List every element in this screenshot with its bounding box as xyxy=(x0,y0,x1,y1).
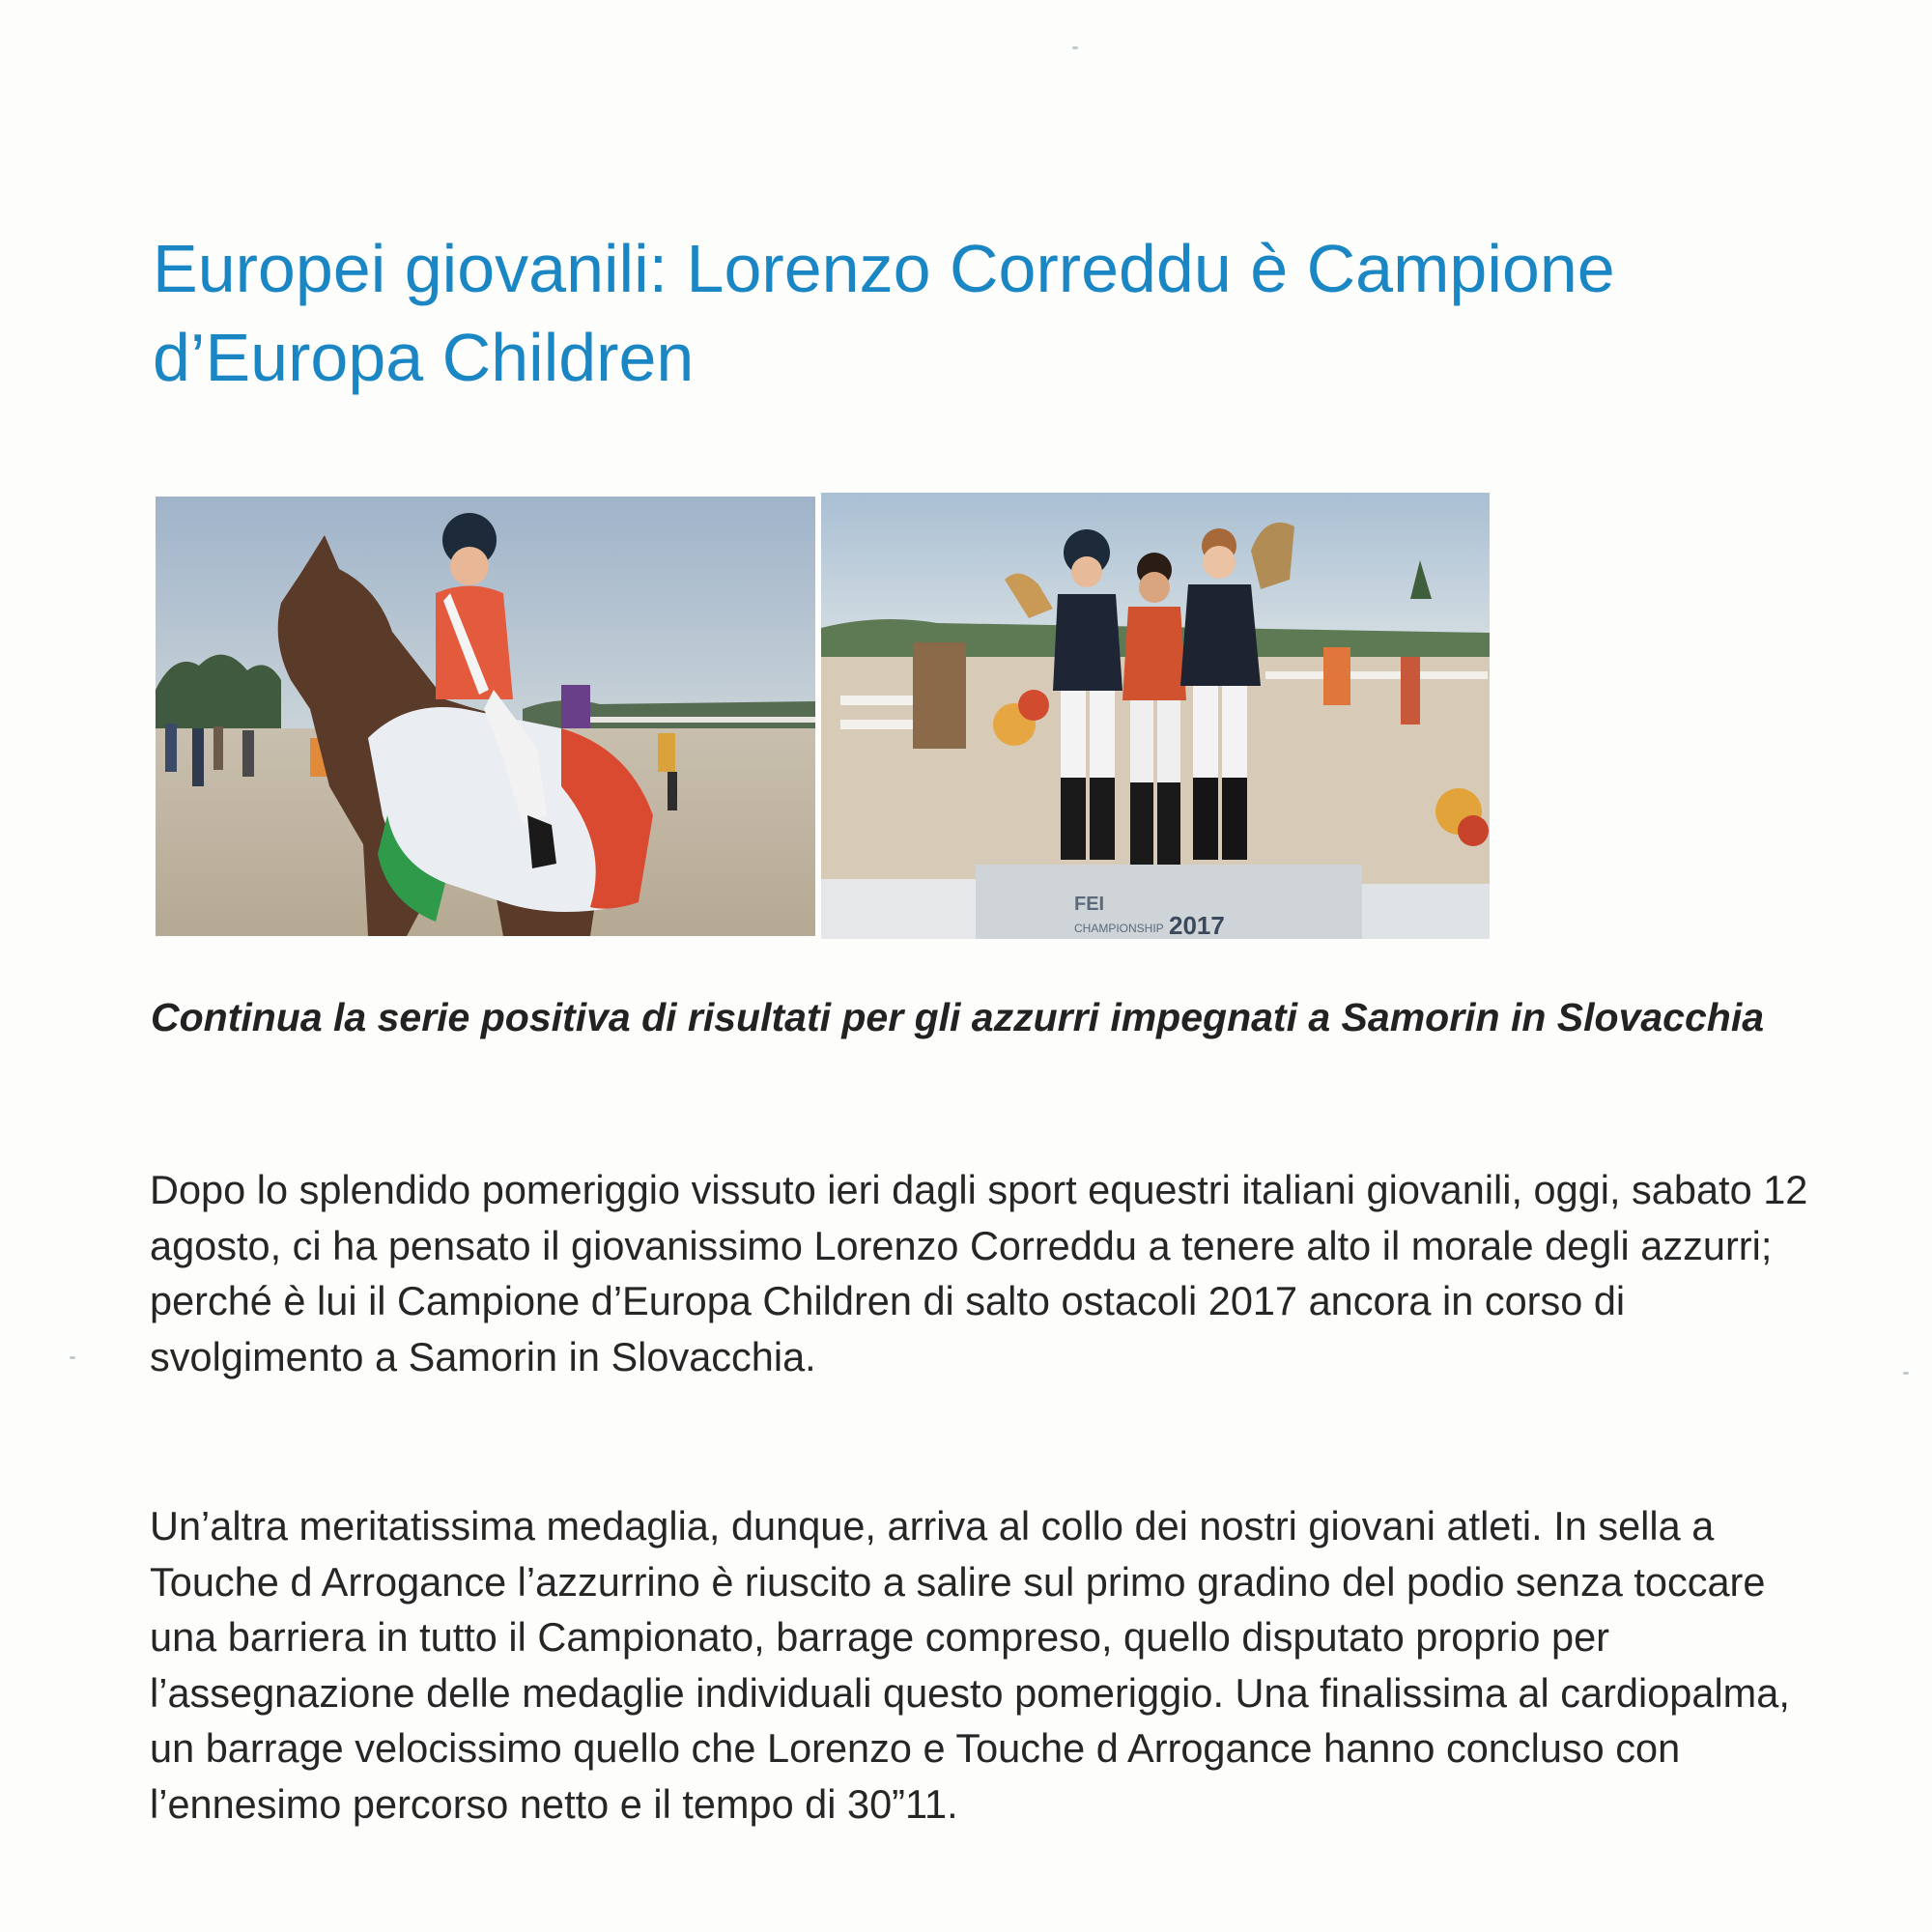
podium-banner-logo: FEI xyxy=(1074,894,1105,915)
photo-rider-on-horse xyxy=(156,497,815,936)
scan-speck xyxy=(1903,1372,1909,1375)
article-title: Europei giovanili: Lorenzo Correddu è Campione d’Europa Children xyxy=(153,231,1615,395)
article-paragraph: Dopo lo splendido pomeriggio vissuto ieri dagli sport equestri italiani giovanili, oggi, sabato 12 agosto, ci ha pensato il giovanissimo Lorenzo Correddu a tenere alto il morale degli azzurri; perché è lui il Campione d’Europa Children di salto ostacoli 2017 ancora in corso di svolgimento a Samorin in Slovacchia. xyxy=(150,1167,1808,1379)
article-subtitle: Continua la serie positiva di risultati per gli azzurri impegnati a Samorin in Slovacchia xyxy=(151,995,1765,1039)
podium-banner-word: CHAMPIONSHIP xyxy=(1074,922,1164,935)
article-paragraph: Un’altra meritatissima medaglia, dunque, arriva al collo dei nostri giovani atleti. In sella a Touche d Arrogance l’azzurrino è riuscito a salire sul primo gradino del podio senza toccare una barriera in tutto il Campionato, barrage compreso, quello disputato proprio per l’assegnazione delle medaglie individuali questo pomeriggio. Una finalissima al cardiopalma, un barrage velocissimo quello che Lorenzo e Touche d Arrogance hanno concluso con l’ennesimo percorso netto e il tempo di 30”11. xyxy=(150,1503,1790,1827)
scan-speck xyxy=(1072,46,1078,49)
rider-on-horse-image xyxy=(156,497,815,936)
podium-ceremony-image xyxy=(821,493,1490,939)
scan-speck xyxy=(70,1356,75,1359)
podium-banner-year: 2017 xyxy=(1169,911,1225,939)
photo-podium-ceremony xyxy=(821,493,1490,939)
